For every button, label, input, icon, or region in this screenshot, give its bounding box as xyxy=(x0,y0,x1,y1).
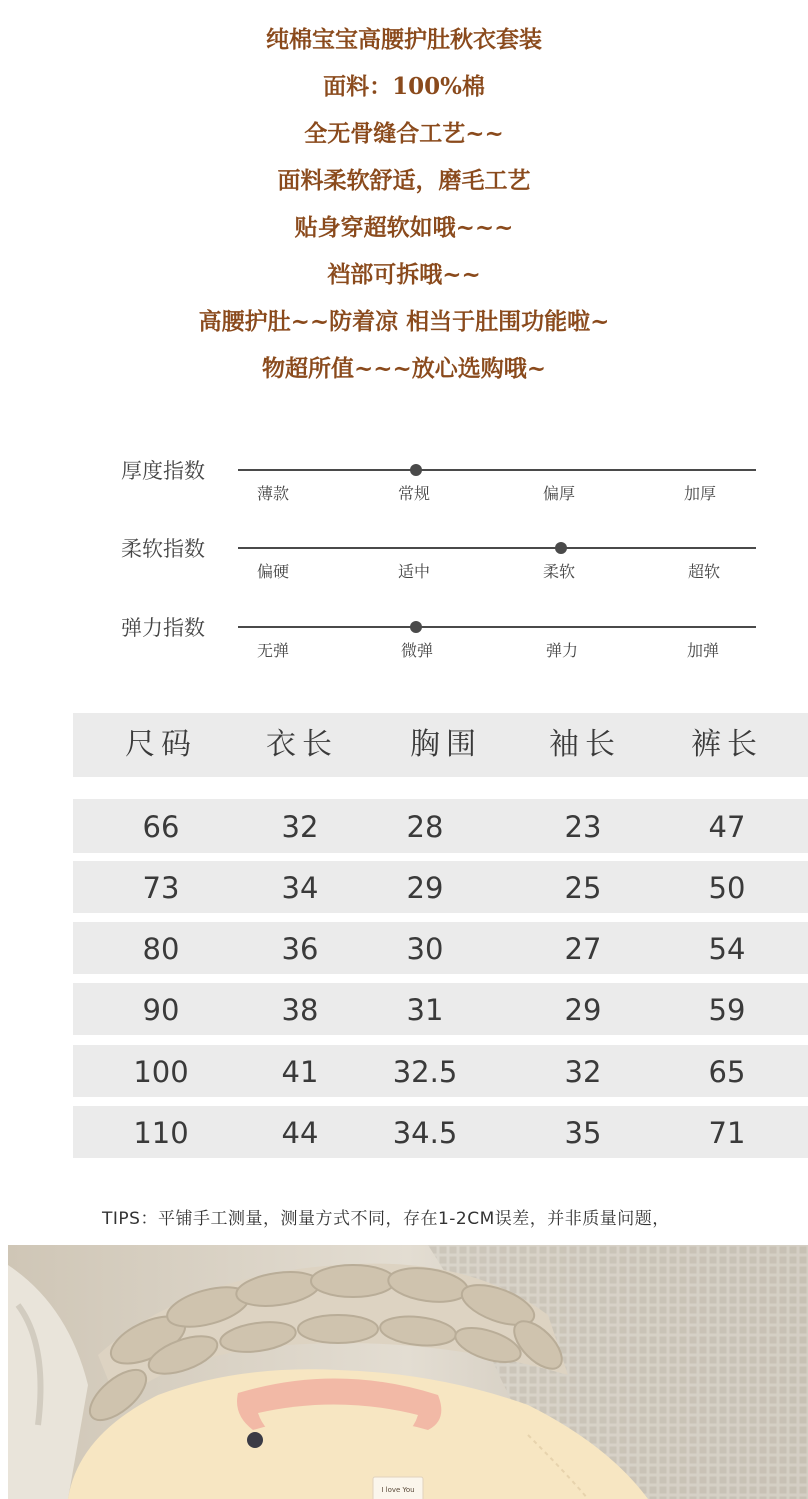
index-option: 超软 xyxy=(688,562,721,581)
table-cell: 28 xyxy=(406,810,444,844)
table-row xyxy=(73,799,808,853)
index-option: 无弹 xyxy=(257,641,290,660)
table-cell: 32 xyxy=(281,810,319,844)
measurement-tips: TIPS：平铺手工测量，测量方式不同，存在1-2CM误差，并非质量问题， xyxy=(102,1209,670,1229)
table-row xyxy=(73,861,808,913)
index-marker-dot xyxy=(410,464,422,476)
table-cell: 31 xyxy=(406,993,444,1027)
table-cell: 30 xyxy=(406,932,444,966)
table-cell: 35 xyxy=(564,1116,602,1150)
table-cell: 36 xyxy=(281,932,319,966)
table-row xyxy=(73,1045,808,1097)
index-scale-line xyxy=(238,469,756,471)
table-cell: 59 xyxy=(708,993,746,1027)
table-cell: 65 xyxy=(708,1055,746,1089)
product-description xyxy=(0,18,808,394)
description-line-comfort: 贴身穿超软如哦~~~ xyxy=(294,214,514,241)
table-cell: 41 xyxy=(281,1055,319,1089)
index-option: 偏厚 xyxy=(543,484,576,503)
header-chest: 胸围 xyxy=(410,727,482,762)
table-cell: 25 xyxy=(564,871,602,905)
table-row xyxy=(73,983,808,1035)
index-marker-dot xyxy=(410,621,422,633)
index-option: 弹力 xyxy=(546,641,579,660)
index-label: 柔软指数 xyxy=(121,537,205,561)
table-cell: 66 xyxy=(142,810,180,844)
table-cell: 80 xyxy=(142,932,180,966)
table-cell: 27 xyxy=(564,932,602,966)
table-cell: 34.5 xyxy=(392,1116,458,1150)
table-cell: 47 xyxy=(708,810,746,844)
header-sleeve: 袖长 xyxy=(549,727,621,762)
index-option: 薄款 xyxy=(257,484,290,503)
product-photo xyxy=(8,1245,808,1499)
table-cell: 73 xyxy=(142,871,180,905)
index-scale-line xyxy=(238,547,756,549)
description-line-title: 纯棉宝宝高腰护肚秋衣套装 xyxy=(266,26,542,53)
index-option: 柔软 xyxy=(543,562,576,581)
table-cell: 32.5 xyxy=(392,1055,458,1089)
table-cell: 110 xyxy=(133,1116,189,1150)
table-cell: 44 xyxy=(281,1116,319,1150)
index-option: 微弹 xyxy=(401,641,434,660)
table-cell: 90 xyxy=(142,993,180,1027)
index-softness xyxy=(0,537,808,607)
index-option: 加厚 xyxy=(684,484,717,503)
table-cell: 71 xyxy=(708,1116,746,1150)
description-line-seam: 全无骨缝合工艺~~ xyxy=(304,120,504,147)
index-elasticity xyxy=(0,616,808,686)
description-line-value: 物超所值~~~放心选购哦~ xyxy=(261,355,547,382)
table-cell: 50 xyxy=(708,871,746,905)
header-top-length: 衣长 xyxy=(266,727,338,762)
clothing-label-text: I love You xyxy=(381,1486,415,1494)
header-pants-length: 裤长 xyxy=(691,727,763,762)
index-option: 常规 xyxy=(398,484,431,503)
description-line-soft: 面料柔软舒适，磨毛工艺 xyxy=(277,167,531,194)
product-photo-illustration xyxy=(8,1245,808,1499)
index-thickness xyxy=(0,459,808,529)
index-marker-dot xyxy=(555,542,567,554)
table-cell: 29 xyxy=(564,993,602,1027)
table-cell: 34 xyxy=(281,871,319,905)
index-scale-line xyxy=(238,626,756,628)
table-cell: 23 xyxy=(564,810,602,844)
table-cell: 100 xyxy=(133,1055,189,1089)
description-line-waist: 高腰护肚~~防着凉 相当于肚围功能啦~ xyxy=(198,308,610,335)
table-cell: 38 xyxy=(281,993,319,1027)
table-row xyxy=(73,922,808,974)
size-table-header xyxy=(73,713,808,777)
header-size: 尺码 xyxy=(125,727,197,762)
table-cell: 32 xyxy=(564,1055,602,1089)
index-label: 厚度指数 xyxy=(121,459,205,483)
index-label: 弹力指数 xyxy=(121,616,205,640)
table-cell: 29 xyxy=(406,871,444,905)
index-option: 偏硬 xyxy=(257,562,290,581)
description-line-fabric: 面料：100%棉 xyxy=(323,73,485,100)
index-option: 适中 xyxy=(398,562,431,581)
index-option: 加弹 xyxy=(687,641,720,660)
description-line-crotch: 裆部可拆哦~~ xyxy=(327,261,481,288)
table-cell: 54 xyxy=(708,932,746,966)
table-row xyxy=(73,1106,808,1158)
